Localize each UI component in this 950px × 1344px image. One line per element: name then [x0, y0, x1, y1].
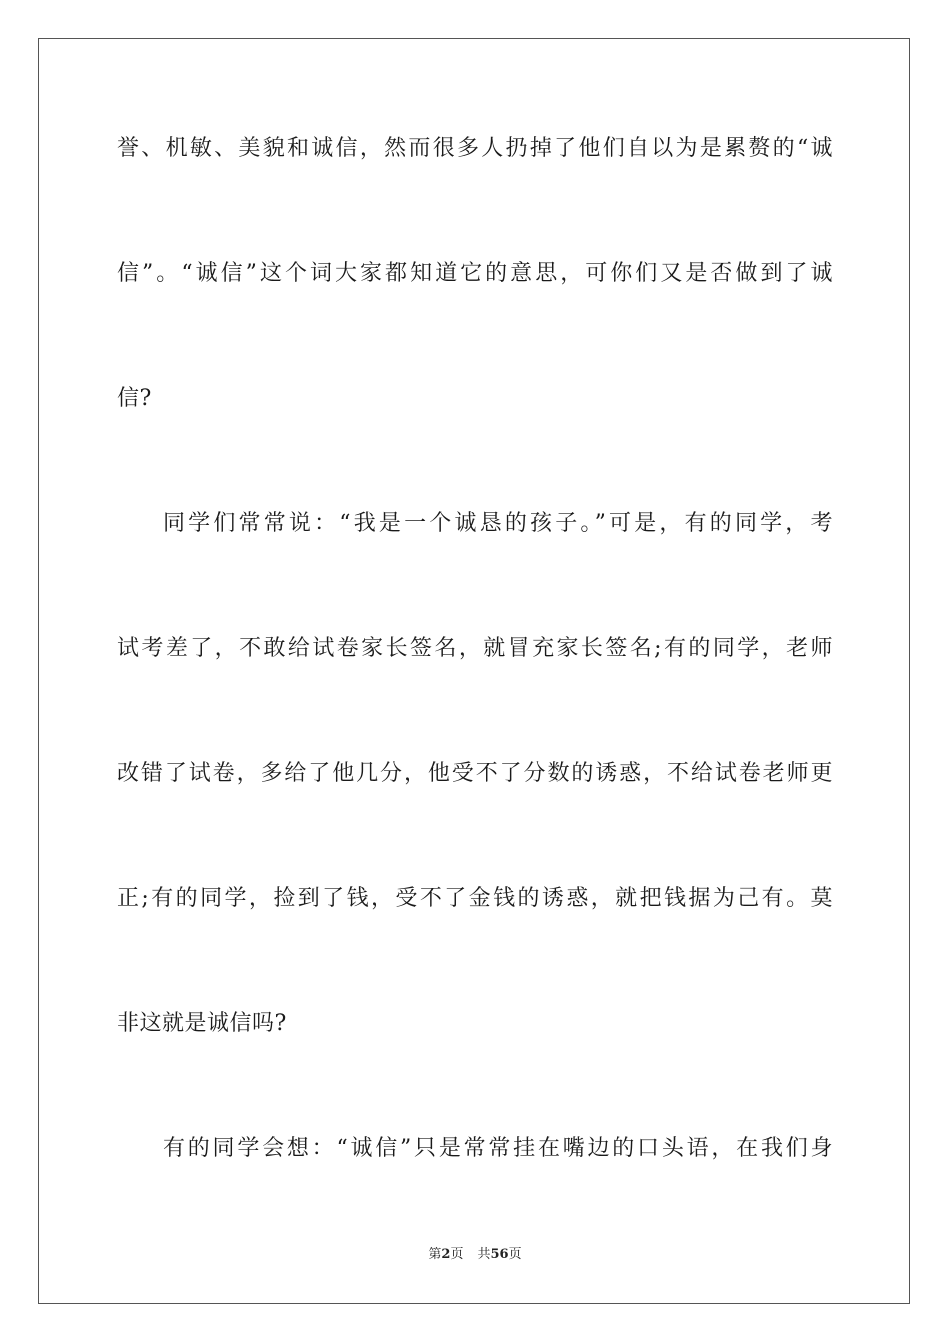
body-text-line: 信”。“诚信”这个词大家都知道它的意思，可你们又是否做到了诚 — [117, 261, 833, 286]
body-text-line: 信? — [117, 386, 152, 411]
page-border — [38, 38, 910, 1304]
body-text-line: 非这就是诚信吗? — [117, 1011, 287, 1036]
total-pages-prefix: 共 — [477, 1247, 491, 1262]
body-text-line: 誉、机敏、美貌和诚信，然而很多人扔掉了他们自以为是累赘的“诚 — [117, 136, 833, 161]
paragraph-first-line: 有的同学会想：“诚信”只是常常挂在嘴边的口头语，在我们身 — [163, 1136, 833, 1161]
body-text-line: 正;有的同学，捡到了钱，受不了金钱的诱惑，就把钱据为己有。莫 — [117, 886, 833, 911]
page-number-suffix: 页 — [450, 1247, 464, 1262]
paragraph-first-line: 同学们常常说：“我是一个诚恳的孩子。”可是，有的同学，考 — [163, 511, 833, 536]
current-page-number: 2 — [441, 1247, 451, 1262]
body-text-line: 改错了试卷，多给了他几分，他受不了分数的诱惑，不给试卷老师更 — [117, 761, 833, 786]
total-pages-suffix: 页 — [508, 1247, 522, 1262]
total-page-count: 56 — [490, 1247, 509, 1262]
page-footer — [0, 1246, 950, 1264]
page-number-prefix: 第 — [428, 1247, 442, 1262]
body-text-line: 试考差了，不敢给试卷家长签名，就冒充家长签名;有的同学，老师 — [117, 636, 833, 661]
